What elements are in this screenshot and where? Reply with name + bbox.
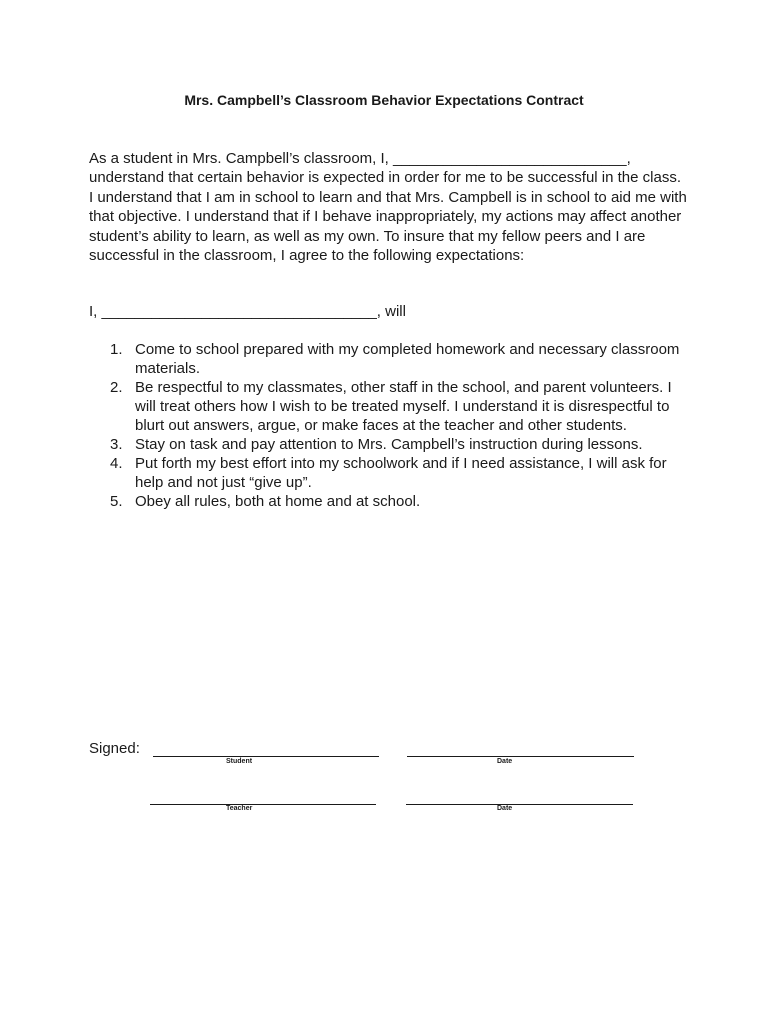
intro-paragraph: As a student in Mrs. Campbell’s classroom, I, ____________________________, understand that certain behavior is expected in order for me to be successful in the class. I understand that I am in school to learn and that Mrs. Campbell is in school to aid me with that objective. I understand that if I behave inappropriately, my actions may affect another student’s ability to learn, as well as my own. To insure that my fellow peers and I are successful in the classroom, I agree to the following expectations: [89, 150, 687, 265]
student-will-line: I, _________________________________, will [89, 303, 406, 320]
expectation-item [110, 340, 685, 378]
document-title: Mrs. Campbell’s Classroom Behavior Expectations Contract [184, 92, 584, 108]
expectation-text: Put forth my best effort into my schoolwork and if I need assistance, I will ask for help and not just “give up”. [135, 455, 667, 491]
expectation-text: Obey all rules, both at home and at school. [135, 493, 421, 510]
signed-label: Signed: [89, 740, 140, 757]
student-date-caption: Date [497, 758, 513, 765]
student-signature-line [153, 756, 379, 757]
expectation-number: 3. [110, 436, 123, 453]
expectation-number: 2. [110, 379, 123, 396]
expectation-item [110, 435, 685, 454]
expectation-number: 5. [110, 493, 123, 510]
expectations-list [110, 340, 685, 511]
expectation-number: 4. [110, 455, 123, 472]
expectation-text: Be respectful to my classmates, other staff in the school, and parent volunteers. I will treat others how I wish to be treated myself. I understand it is disrespectful to blurt out answers, argue, or make faces at the teacher and other students. [135, 379, 672, 434]
expectation-item [110, 454, 685, 492]
expectation-text: Stay on task and pay attention to Mrs. Campbell’s instruction during lessons. [135, 436, 643, 453]
teacher-date-caption: Date [497, 805, 513, 812]
expectation-number: 1. [110, 341, 123, 358]
student-caption: Student [226, 758, 253, 765]
expectation-text: Come to school prepared with my completed homework and necessary classroom materials. [135, 341, 680, 377]
expectation-item [110, 492, 685, 511]
teacher-caption: Teacher [226, 805, 253, 812]
expectation-item [110, 378, 685, 435]
student-date-line [407, 756, 634, 757]
